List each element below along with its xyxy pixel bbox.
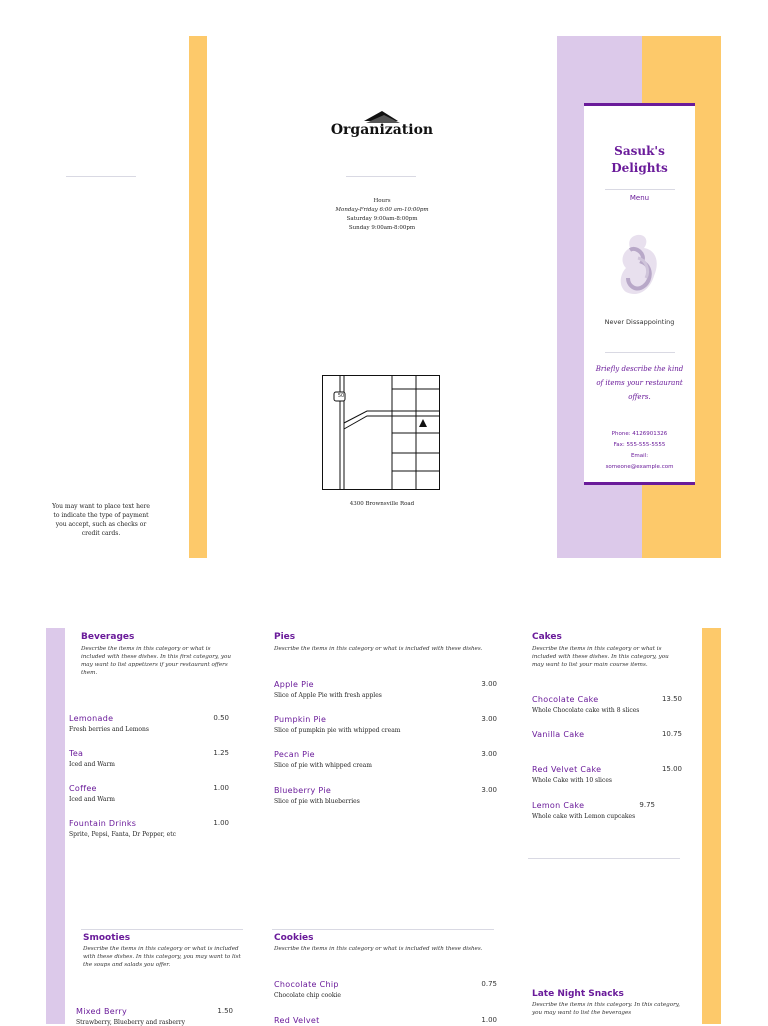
section-desc-pies: Describe the items in this category or what is included with these dishes. (274, 646, 483, 652)
divider (346, 176, 416, 177)
desc-lemonade: Fresh berries and Lemons (69, 726, 149, 733)
desc-pecan-pie: Slice of pie with whipped cream (274, 762, 372, 769)
org-name: Organization (330, 122, 434, 138)
divider (66, 176, 136, 177)
divider (605, 352, 675, 353)
desc-chocolate-chip: Chocolate chip cookie (274, 992, 341, 999)
section-title-smoothies: Smooties (83, 933, 131, 943)
item-coffee: Coffee (69, 784, 97, 793)
section-title-late-night: Late Night Snacks (532, 989, 624, 999)
section-title-pies: Pies (274, 632, 296, 642)
map-route-label: 50 (337, 393, 345, 399)
item-chocolate-chip: Chocolate Chip (274, 980, 339, 989)
item-vanilla-cake: Vanilla Cake (532, 730, 585, 739)
price-red-velvet: 1.00 (481, 1016, 497, 1024)
desc-fountain-drinks: Sprite, Pepsi, Fanta, Dr Pepper, etc (69, 831, 176, 838)
item-apple-pie: Apple Pie (274, 680, 314, 689)
item-red-velvet-cake: Red Velvet Cake (532, 765, 602, 774)
desc-pumpkin-pie: Slice of pumpkin pie with whipped cream (274, 727, 401, 734)
price-tea: 1.25 (213, 749, 229, 757)
item-lemonade: Lemonade (69, 714, 114, 723)
section-desc-smoothies: Describe the items in this category or what is included with these dishes. In this category, you may want to list the soups and salads you offer. (83, 946, 241, 968)
divider (528, 858, 680, 859)
address: 4300 Brownsville Road (349, 501, 415, 507)
hours-sunday: Sunday 9:00am-8:00pm (348, 225, 416, 231)
price-vanilla-cake: 10.75 (661, 730, 682, 738)
cover-title-line2: Delights (611, 161, 668, 175)
payment-note: You may want to place text here to indicate the type of payment you accept, such as checks or credit cards. (52, 503, 150, 537)
desc-chocolate-cake: Whole Chocolate cake with 8 slices (532, 707, 640, 714)
price-pecan-pie: 3.00 (481, 750, 497, 758)
item-red-velvet: Red Velvet (274, 1016, 320, 1025)
price-chocolate-cake: 13.50 (661, 695, 682, 703)
desc-lemon-cake: Whole cake with Lemon cupcakes (532, 813, 636, 820)
item-mixed-berry: Mixed Berry (76, 1007, 128, 1016)
divider (81, 929, 243, 930)
cover-illustration-icon (616, 232, 662, 306)
phone: Phone: 4126901326 (611, 431, 668, 437)
desc-blueberry-pie: Slice of pie with blueberries (274, 798, 360, 805)
hours-saturday: Saturday 9:00am-8:00pm (346, 216, 418, 222)
section-title-beverages: Beverages (81, 632, 135, 642)
price-fountain-drinks: 1.00 (213, 819, 229, 827)
desc-apple-pie: Slice of Apple Pie with fresh apples (274, 692, 382, 699)
hours-title: Hours (373, 198, 391, 204)
item-lemon-cake: Lemon Cake (532, 801, 585, 810)
fax: Fax: 555-555-5555 (613, 442, 666, 448)
section-desc-late-night: Describe the items in this category. In this category, you may want to list the beverages (532, 1002, 680, 1016)
section-desc-cookies: Describe the items in this category or what is included with these dishes. (274, 946, 483, 952)
cover-offers: Briefly describe the kind of items your restaurant offers. (595, 365, 684, 401)
price-lemonade: 0.50 (213, 714, 229, 722)
desc-coffee: Iced and Warm (69, 796, 115, 803)
section-desc-cakes: Describe the items in this category or what is included with these dishes. In this category, you may want to list your main course items. (532, 646, 669, 668)
price-pumpkin-pie: 3.00 (481, 715, 497, 723)
cover-title-line1: Sasuk's (614, 144, 665, 158)
section-title-cookies: Cookies (274, 933, 314, 943)
hours-block (312, 197, 452, 233)
item-pumpkin-pie: Pumpkin Pie (274, 715, 327, 724)
item-pecan-pie: Pecan Pie (274, 750, 315, 759)
menu-right-decor-stripe (702, 628, 721, 1024)
divider (605, 189, 675, 190)
price-coffee: 1.00 (213, 784, 229, 792)
cover-card (584, 103, 695, 485)
price-apple-pie: 3.00 (481, 680, 497, 688)
menu-left-decor-stripe (46, 628, 65, 1024)
desc-mixed-berry: Strawberry, Blueberry and rasberry (76, 1019, 186, 1026)
section-title-cakes: Cakes (532, 632, 562, 642)
hours-weekday: Monday-Friday 6:00 am-10:00pm (335, 207, 429, 213)
section-desc-beverages: Describe the items in this category or what is included with these dishes. In this first category, you may want to list appetizers if your restaurant offers them. (81, 646, 232, 676)
item-blueberry-pie: Blueberry Pie (274, 786, 332, 795)
price-mixed-berry: 1.50 (217, 1007, 233, 1015)
price-red-velvet-cake: 15.00 (661, 765, 682, 773)
divider (272, 929, 494, 930)
email-link[interactable]: someone@example.com (605, 464, 674, 470)
price-lemon-cake: 9.75 (639, 801, 655, 809)
cover-tagline: Never Dissappointing (604, 318, 675, 326)
item-chocolate-cake: Chocolate Cake (532, 695, 599, 704)
desc-tea: Iced and Warm (69, 761, 115, 768)
left-decor-stripe (189, 36, 207, 558)
contact-block (584, 429, 695, 473)
item-fountain-drinks: Fountain Drinks (69, 819, 137, 828)
desc-red-velvet-cake: Whole Cake with 10 slices (532, 777, 612, 784)
cover-subtitle: Menu (629, 194, 650, 202)
price-chocolate-chip: 0.75 (481, 980, 497, 988)
item-tea: Tea (69, 749, 84, 758)
email-label: Email: (630, 453, 649, 459)
price-blueberry-pie: 3.00 (481, 786, 497, 794)
